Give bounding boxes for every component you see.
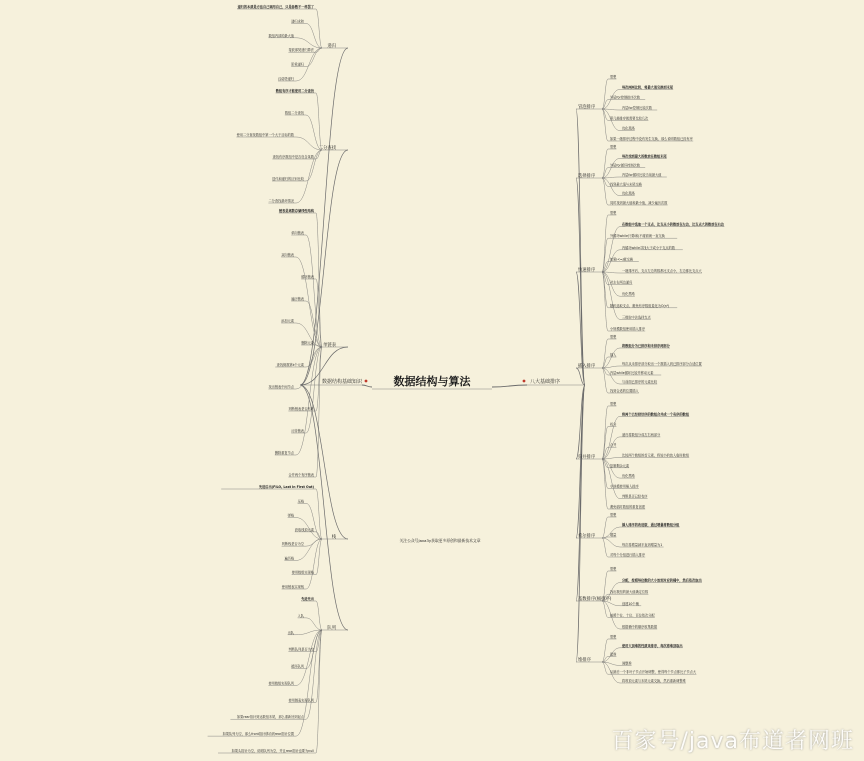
connector-line <box>316 601 322 630</box>
connector-line <box>602 215 608 272</box>
left-item-3-5: 遍历栈 <box>284 556 294 561</box>
connector-line <box>602 109 608 141</box>
right-branch-marker <box>523 380 526 383</box>
left-item-3-7: 使用链表实现栈 <box>281 585 304 589</box>
right-group-1: 选择排序 <box>578 174 596 179</box>
right-item-1-5: 优化思路 <box>622 191 635 196</box>
left-group-4: 队列 <box>327 626 336 631</box>
connector-line <box>316 93 322 150</box>
left-item-4-9: 如果头指针为空，说明队列为空，并且rear指针也要为null <box>231 749 314 753</box>
right-item-2-3: 内循环while寻找大于或小于支点的数 <box>622 245 675 250</box>
left-group-2: 单链表 <box>323 343 336 348</box>
left-item-1-0: 数组有序才能使用二分查找 <box>275 89 314 93</box>
left-item-0-5: 汉诺塔递归 <box>278 77 294 81</box>
left-item-4-4: 循环队列 <box>291 664 304 669</box>
connector-line <box>602 639 608 662</box>
right-group-4: 归并排序 <box>578 455 596 460</box>
right-item-6-3: 创建10个桶 <box>622 601 639 606</box>
connector-line <box>602 149 608 178</box>
left-item-2-11: 删除重复节点 <box>274 451 294 455</box>
right-item-2-4: 如果i<=j就交换 <box>610 257 634 262</box>
left-item-3-4: 判断栈是否为空 <box>281 542 304 547</box>
left-item-0-2: 数组内部的最大值 <box>268 33 294 38</box>
connector-line <box>316 489 322 539</box>
left-item-4-3: 判断队列是否为空 <box>288 647 314 652</box>
right-item-3-3: 每次从未排序部分取出一个数插入到已排序部分合适位置 <box>622 362 702 366</box>
connector-line <box>362 385 372 387</box>
right-item-4-4: 合并 <box>610 443 617 448</box>
right-group-5: 希尔排序 <box>578 534 596 539</box>
right-group-6: 基数排序(桶排序) <box>578 597 612 602</box>
left-item-1-5: 二分查找最坏情况 <box>268 199 294 203</box>
connector-line <box>602 272 608 331</box>
connector-line <box>316 539 322 575</box>
left-branch-label: 数据结构基础知识 <box>321 379 362 385</box>
right-item-7-2: 建堆 <box>610 652 617 657</box>
connector-line <box>602 339 608 368</box>
connector-line <box>602 662 608 674</box>
connector-line <box>576 178 585 385</box>
left-item-1-1: 数组二分查找 <box>284 111 304 115</box>
right-item-7-1: 使用大顶堆的性质来排序，每次将堆顶取出 <box>622 643 683 648</box>
right-item-4-9: 判断是否已经有序 <box>622 494 648 499</box>
connector-line <box>316 150 322 159</box>
connector-line <box>300 150 348 385</box>
connector-line <box>306 539 322 589</box>
left-group-1: 二分查找 <box>318 146 336 151</box>
right-item-7-3: 调整堆 <box>622 661 632 666</box>
right-item-1-2: 外层for循环控制次数 <box>610 163 640 168</box>
right-group-7: 堆排序 <box>578 658 591 663</box>
left-item-3-0: 先进后出(FILO, Last In First Out) <box>258 485 314 489</box>
left-item-3-1: 压栈 <box>297 499 304 504</box>
right-item-6-5: 根据桶中的顺序收集数据 <box>622 625 658 629</box>
left-item-4-5: 使用数组实现队列 <box>268 681 294 686</box>
connector-line <box>316 279 322 347</box>
right-item-4-8: 小规模使用插入排序 <box>610 484 639 489</box>
left-group-0: 递归 <box>327 44 336 49</box>
connector-line <box>300 48 348 385</box>
right-item-3-0: 思想 <box>610 335 617 339</box>
left-item-4-0: 先进先出 <box>301 597 314 601</box>
left-item-4-1: 入队 <box>297 613 304 618</box>
right-item-0-6: 如果一趟排序过程中没有发生交换，那么说明数组已经有序 <box>610 137 693 141</box>
right-item-3-4: 内层while循环比较并移动元素 <box>610 371 654 375</box>
left-item-4-2: 出队 <box>287 630 294 635</box>
left-branch-marker <box>365 380 368 383</box>
right-item-2-0: 思想 <box>610 211 617 215</box>
right-item-4-0: 思想 <box>610 402 617 406</box>
right-item-3-6: 找到合适的位置插入 <box>610 389 639 393</box>
left-item-4-7: 如果rear指针到达数组末尾，那么重新回到起点 <box>236 715 304 720</box>
right-item-5-3: 每次将增量减半直到增量为1 <box>622 543 663 547</box>
right-item-2-10: 小规模数组使用插入排序 <box>610 327 646 331</box>
left-item-3-2: 弹栈 <box>287 513 294 518</box>
left-item-2-0: 链表是离散存储线性结构 <box>278 209 314 213</box>
left-item-0-1: 递归求和 <box>291 19 304 24</box>
left-item-2-1: 单向链表 <box>291 231 304 235</box>
right-item-4-5: 比较两个数组的首元素，将较小的放入临时数组 <box>622 453 689 458</box>
right-item-2-2: 外循环while只要i和j不碰面就一直交换 <box>610 234 665 239</box>
right-item-2-6: 对左右两边递归 <box>610 280 633 285</box>
right-item-3-5: 与前面已排序的元素比较 <box>622 380 658 384</box>
connector-line <box>602 406 608 459</box>
right-item-5-2: 增量 <box>610 533 617 537</box>
left-item-2-12: 合并两个有序链表 <box>288 473 314 477</box>
right-item-6-0: 思想 <box>610 567 617 571</box>
left-item-2-4: 遍历链表 <box>291 297 304 301</box>
left-item-0-3: 斐波那契递归算法 <box>288 48 314 53</box>
connector-line <box>602 366 620 368</box>
right-item-6-4: 按照个位、十位、百位依次分配 <box>610 613 655 618</box>
right-item-5-1: 插入排序的改进版，通过增量将数组分组 <box>622 523 680 527</box>
connector-line <box>306 235 322 347</box>
left-item-3-3: 获取栈顶元素 <box>294 527 314 532</box>
right-item-0-2: 外层for控制排序次数 <box>610 95 640 100</box>
connector-line <box>602 601 608 617</box>
right-item-7-0: 思想 <box>610 635 617 639</box>
connector-line <box>296 38 322 48</box>
right-item-2-7: 优化思路 <box>622 292 635 297</box>
right-item-2-8: 随机选取支点，避免有序数组退化为O(n²) <box>610 303 670 308</box>
right-item-1-6: 同时找到最大值和最小值，减少遍历次数 <box>610 201 668 205</box>
left-item-4-6: 使用链表实现队列 <box>288 698 314 703</box>
right-item-5-0: 思想 <box>610 513 617 517</box>
footer-note: 关注公众号Java3y获取更多原创和最新技术文章 <box>399 538 481 543</box>
left-item-1-3: 查找有序数组中是否包含某数 <box>272 155 314 159</box>
right-item-1-0: 思想 <box>610 145 617 149</box>
connector-line <box>602 348 620 368</box>
center-topic: 数据结构与算法 <box>393 375 471 388</box>
connector-line <box>602 459 620 478</box>
left-item-2-8: 找出链表中间节点 <box>268 385 294 389</box>
right-item-1-1: 每次找到最大的数放在数组末尾 <box>622 154 667 159</box>
connector-line <box>296 257 322 347</box>
left-item-2-10: 反转链表 <box>291 429 304 433</box>
mind-map-nodes <box>223 4 725 753</box>
right-item-4-1: 将两个已经排好序的数组合并成一个有序的数组 <box>622 412 689 417</box>
left-item-3-6: 使用数组实现栈 <box>291 570 314 575</box>
left-item-1-4: 迭代和递归的区别比较 <box>272 177 304 181</box>
right-item-2-1: 在数组中选取一个支点，比支点小的数放在左边，比支点大的数放在右边 <box>622 222 724 227</box>
left-item-0-0: 递归的本质是方法自己调用自己，只是参数不一样罢了 <box>237 5 314 9</box>
right-item-4-2: 拆分 <box>610 422 617 427</box>
right-item-5-4: 对每个分组进行插入排序 <box>610 553 646 557</box>
connector-line <box>576 109 585 385</box>
left-item-2-3: 循环链表 <box>301 275 314 279</box>
connector-line <box>602 178 620 196</box>
left-group-3: 栈 <box>331 535 336 540</box>
right-item-2-9: 三数取中法选择支点 <box>622 315 651 320</box>
left-item-2-9: 判断链表是否有环 <box>288 407 314 411</box>
right-group-3: 插入排序 <box>578 364 596 369</box>
watermark-text: 百家号/java布道者网班 <box>611 729 854 754</box>
connector-line <box>602 538 608 557</box>
right-item-2-5: 一趟排序后，支点左边的数都比支点小，右边都比支点大 <box>622 269 702 273</box>
right-item-4-10: 避免临时数组的重复创建 <box>610 505 646 509</box>
left-item-2-5: 添加元素 <box>281 319 294 323</box>
right-item-0-0: 思想 <box>610 75 617 79</box>
right-group-2: 快速排序 <box>578 268 596 273</box>
right-item-3-2: 插入 <box>610 353 617 357</box>
right-item-1-3: 内层for循环比较当前最大值 <box>622 173 662 177</box>
connector-line <box>492 385 527 387</box>
right-item-7-4: 从最后一个非叶子节点开始调整，使得每个节点都比子节点大 <box>610 670 697 675</box>
connector-line <box>602 517 608 538</box>
right-item-4-7: 优化思路 <box>622 474 635 479</box>
left-item-0-4: 阶乘递归 <box>291 62 304 67</box>
right-item-6-2: 找出数组的最大值确定位数 <box>610 590 649 595</box>
connector-line <box>316 9 322 48</box>
connector-line <box>602 158 620 178</box>
left-item-1-2: 使用二分查找数组中第一个大于目标的数 <box>236 133 294 137</box>
connector-line <box>316 630 322 753</box>
right-branch-label: 八大基础排序 <box>530 379 561 385</box>
left-item-2-7: 查找倒数第k个元素 <box>276 363 304 367</box>
right-item-3-1: 将数组分为已排序和未排序两部分 <box>622 344 670 348</box>
right-item-0-1: 每次两两比较，将最大值交换到末尾 <box>622 85 673 90</box>
right-item-6-1: 分配，按照每位数的大小放到对应的桶中，然后依次取出 <box>622 578 702 583</box>
left-item-4-8: 如果队列为空，那么front指针移动到rear指针位置 <box>222 732 294 737</box>
connector-line <box>602 459 608 509</box>
right-item-4-3: 递归将数组分成左右两部分 <box>622 432 661 437</box>
right-item-0-3: 内层for控制比较次数 <box>622 106 652 110</box>
right-item-0-5: 优化思路 <box>622 126 635 131</box>
right-item-4-6: 复制剩余元素 <box>610 463 630 468</box>
left-item-2-2: 双向链表 <box>281 253 294 257</box>
right-item-1-4: 找到最大值与末尾交换 <box>610 182 642 187</box>
right-group-0: 冒泡排序 <box>578 105 596 110</box>
left-item-2-6: 删除元素 <box>301 341 314 345</box>
right-item-0-4: 第几趟排序就需要比较几次 <box>610 116 649 121</box>
right-item-7-5: 将堆顶元素与末尾元素交换，然后重新调整堆 <box>622 679 686 683</box>
